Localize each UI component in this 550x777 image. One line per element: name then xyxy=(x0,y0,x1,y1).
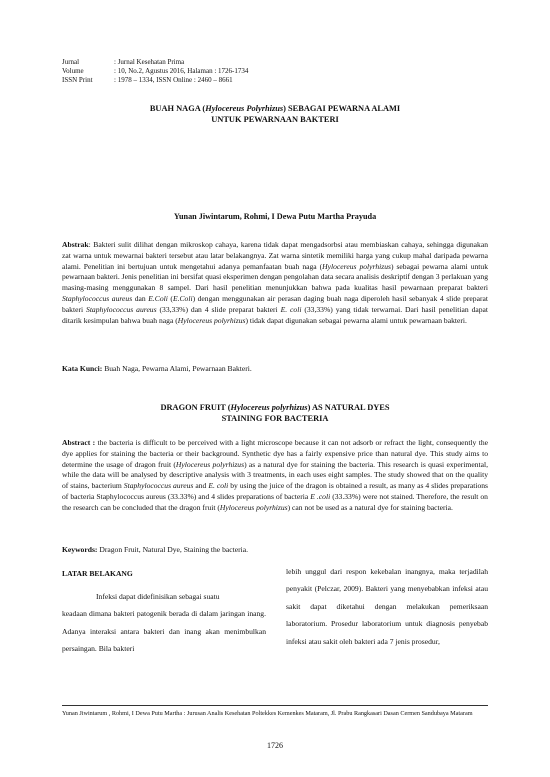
volume-label: Volume xyxy=(62,67,84,75)
abstract-en-text: ) can not be used as a natural dye for staining bacteria. xyxy=(287,502,453,512)
left-column xyxy=(62,588,266,658)
abstract-en-italic: E .coli xyxy=(310,491,331,501)
title-id-line1 xyxy=(62,103,488,114)
title-en-post: ) AS NATURAL DYES xyxy=(307,403,390,412)
keywords-en-text: Dragon Fruit, Natural Dye, Staining the bacteria. xyxy=(97,545,249,554)
keywords-id-text: Buah Naga, Pewarna Alami, Pewarnaan Bakteri. xyxy=(102,364,252,373)
abstract-en-italic: Staphylococcus aureus xyxy=(123,481,194,491)
keywords-indonesian xyxy=(62,364,488,373)
abstract-english xyxy=(62,438,488,514)
abstract-id-text: ) tidak dapat digunakan sebagai pewarna alami untuk pewarnaan bakteri. xyxy=(245,315,467,325)
abstract-en-italic: Hylocereus polyrhizus xyxy=(175,459,245,469)
keywords-english xyxy=(62,545,488,554)
abstract-id-italic: E.Coli xyxy=(172,293,193,303)
abstract-id-italic: E. coli xyxy=(280,304,302,314)
abstract-id-text: ( xyxy=(167,293,173,303)
title-en-line1 xyxy=(62,402,488,413)
title-id-italic: Hylocereus Polyrhizus xyxy=(205,104,284,113)
abstract-en-label: Abstract : xyxy=(62,438,96,447)
right-column: lebih unggul dari respon kekebalan inangnya, maka terjadilah penyakit (Pelczar, 2009). Bakteri yang menyebabkan infeksi atau sakit dapat diketahui dengan melakukan pemeriksaan laboratorium. Prosedur laboratorium untuk diagnosis penyebab infeksi atau sakit oleh bakteri ada 7 jenis prosedur, xyxy=(286,567,488,646)
title-indonesian xyxy=(62,103,488,125)
journal-value: : Jurnal Kesehatan Prima xyxy=(114,58,185,66)
abstract-id-text: ) dengan menggunakan air perasan daging buah naga diperoleh hasil sebanyak 4 slide preparat bakteri xyxy=(62,293,488,314)
abstract-en-text: (33.33%) were not stained. Therefore, the result on the research can be concluded that the dragon fruit ( xyxy=(62,491,488,512)
keywords-en-label: Keywords: xyxy=(62,545,98,554)
title-id-pre: BUAH NAGA ( xyxy=(149,104,206,113)
abstract-id-text: : Bakteri sulit dilihat dengan mikroskop cahaya, karena tidak dapat mengadsorbsi atau membiaskan cahaya, sehingga digunakan zat warna untuk mewarnai bakteri tersebut atau latar belakangnya. Zat warna sintetik memiliki harga yang cukup mahal daripada pewarna alami. Penelitian ini bertujuan untuk mengetahui adanya pemanfaatan buah naga ( xyxy=(62,240,488,271)
issn-value: : 1978 – 1334, ISSN Online : 2460 – 8661 xyxy=(114,76,233,84)
volume-row xyxy=(62,67,248,76)
abstract-en-text: the bacteria is difficult to be perceived with a light microscope because it can not adsorb or refract the light, consequently the dye applies for staining the bacteria or their background. Synthetic dye has a fairly expensive price than natural dye. This study aims to determine the usage of dragon fruit ( xyxy=(62,438,488,469)
volume-value: : 10, No.2, Agustus 2016, Halaman : 1726-1734 xyxy=(114,67,249,75)
abstract-id-italic: Hylocereus polyrhizus xyxy=(177,315,246,325)
title-english xyxy=(62,402,488,424)
keywords-id-label: Kata Kunci: xyxy=(62,364,103,373)
journal-row xyxy=(62,58,248,67)
title-en-italic: Hylocereus polyrhizus xyxy=(230,403,308,412)
footnote: Yunan Jiwintarum , Rohmi, I Dewa Putu Martha : Jurusan Analis Kesehatan Poltekkes Kemenkes Mataram, Jl. Prabu Rangkasari Dasan Cermen Sandubaya Mataram xyxy=(62,710,473,717)
abstract-id-italic: Hylocereus polyrhizus xyxy=(322,261,391,271)
left-col-first-line: Infeksi dapat didefinisikan sebagai suatu xyxy=(96,592,220,601)
title-id-post: ) SEBAGAI PEWARNA ALAMI xyxy=(283,104,401,113)
authors: Yunan Jiwintarum, Rohmi, I Dewa Putu Martha Prayuda xyxy=(173,212,377,221)
title-id-line2: UNTUK PEWARNAAN BAKTERI xyxy=(211,115,339,124)
abstract-indonesian xyxy=(62,240,488,326)
footnote-divider xyxy=(62,705,488,706)
abstract-id-text: dan xyxy=(132,293,149,303)
left-col-text: keadaan dimana bakteri patogenik berada di dalam jaringan inang. Adanya interaksi antara bakteri dan inang akan menimbulkan persaingan. Bila bakteri xyxy=(62,609,266,654)
title-en-line2: STAINING FOR BACTERIA xyxy=(221,414,329,423)
journal-label: Jurnal xyxy=(62,58,80,66)
abstract-id-text: (33,33%) yang tidak terwarnai. Dari hasil penelitian dapat ditarik kesimpulan bahwa buah naga ( xyxy=(62,304,489,325)
abstract-en-italic: E. coli xyxy=(208,481,229,491)
abstract-en-text: by using the juice of the dragon is obtained a result, as many as 4 slides preparations of bacteria Staphylococcus aureus (33.33%) and 4 slides preparations of bacteria xyxy=(62,481,488,501)
abstract-en-text: and xyxy=(193,481,209,491)
title-en-pre: DRAGON FRUIT ( xyxy=(160,403,231,412)
journal-info xyxy=(62,58,248,85)
issn-label: ISSN Print xyxy=(62,76,93,84)
abstract-id-label: Abstrak xyxy=(62,240,89,249)
abstract-en-italic: Hylocereus polyrhizus xyxy=(219,502,288,512)
abstract-id-italic: Staphylococcus aureus xyxy=(86,304,157,314)
abstract-en-text: ) as a natural dye for staining the bacteria. This research is quasi experimental, while the data will be analysed by descriptive analysis with 3 treatments, in each uses eight samples. The study showed that on the quality of stains, bacterium xyxy=(62,459,488,491)
abstract-id-text: ) sebagai pewarna alami untuk pewarnaan bakteri. Jenis penelitian ini bersifat quasi eksperimen dengan pengolahan data secara analisis deskriptif dengan 3 perlakuan yang masing-masing menggunakan 8 sampel. Dari hasil penelitian menunjukkan bahwa pada kualitas hasil pewarnaan preparat bakteri xyxy=(62,261,489,293)
section-heading: LATAR BELAKANG xyxy=(62,569,133,578)
abstract-id-text: (33,33%) dan 4 slide preparat bakteri xyxy=(156,304,281,314)
abstract-id-italic: E.Coli xyxy=(148,293,168,303)
abstract-id-italic: Staphylococcus aureus xyxy=(62,293,133,303)
page-number: 1726 xyxy=(267,741,283,750)
issn-row xyxy=(62,76,248,85)
